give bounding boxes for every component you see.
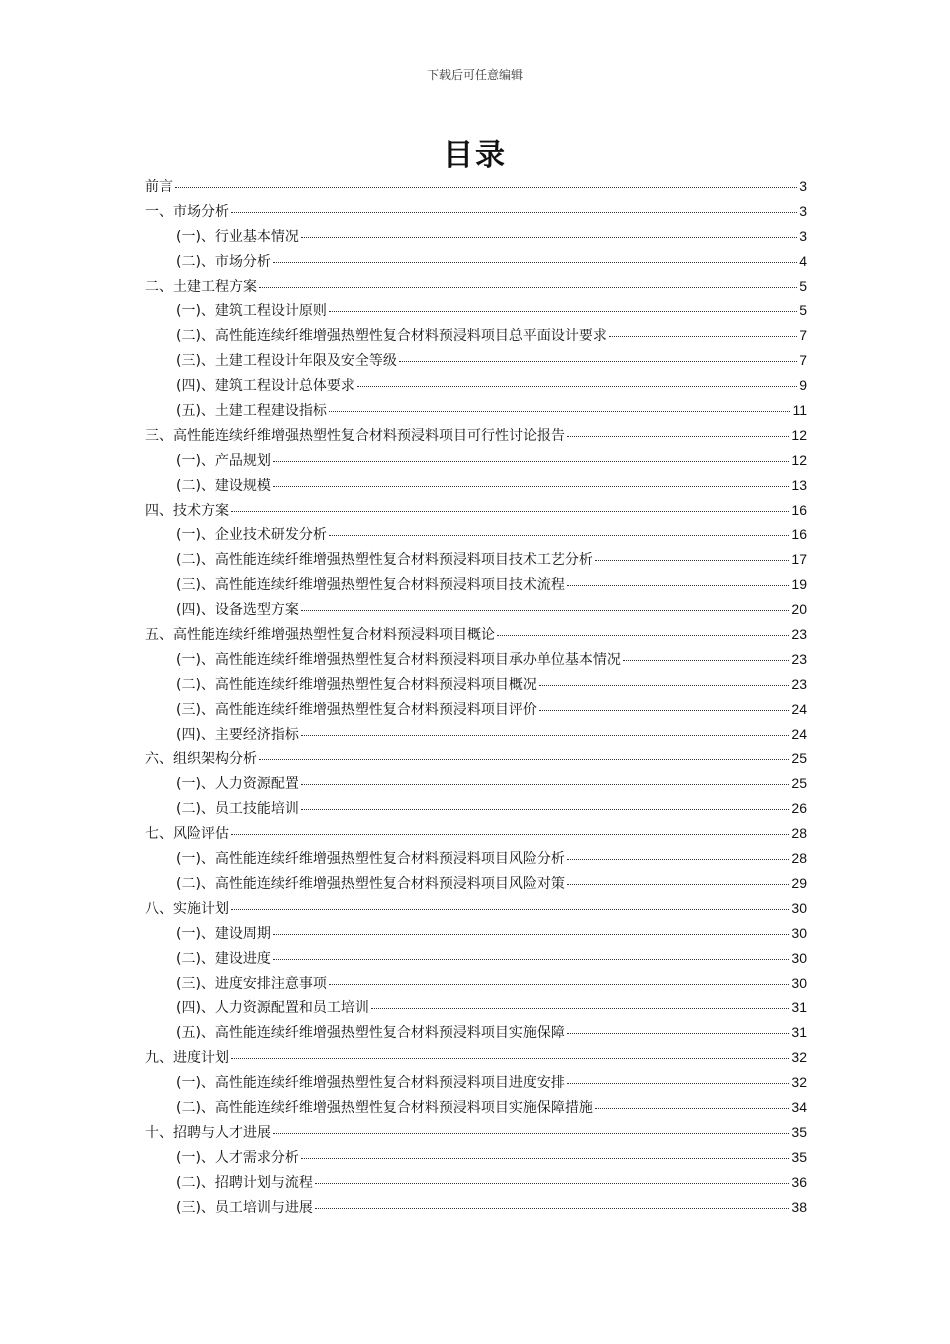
toc-entry-label: 二、土建工程方案	[145, 278, 257, 295]
toc-entry-label: (三)、高性能连续纤维增强热塑性复合材料预浸料项目技术流程	[176, 577, 565, 594]
toc-entry-page-number: 30	[791, 974, 807, 991]
toc-entry[interactable]	[145, 574, 807, 599]
toc-entry-label: (一)、高性能连续纤维增强热塑性复合材料预浸料项目承办单位基本情况	[176, 651, 621, 668]
toc-dot-leader	[567, 859, 789, 860]
toc-entry-label: (二)、建设规模	[176, 477, 271, 494]
toc-entry-label: (三)、员工培训与进展	[176, 1199, 313, 1216]
toc-entry[interactable]	[145, 500, 807, 525]
toc-entry[interactable]	[145, 1147, 807, 1172]
toc-entry-label: (一)、人才需求分析	[176, 1149, 299, 1166]
toc-entry[interactable]	[145, 524, 807, 549]
toc-dot-leader	[231, 212, 797, 213]
toc-entry-label: 一、市场分析	[145, 203, 229, 220]
toc-dot-leader	[301, 809, 789, 810]
toc-entry-label: (五)、土建工程建设指标	[176, 403, 327, 420]
toc-entry-label: 七、风险评估	[145, 826, 229, 843]
toc-dot-leader	[273, 262, 797, 263]
toc-entry[interactable]	[145, 1047, 807, 1072]
toc-entry[interactable]	[145, 1172, 807, 1197]
toc-entry-label: (一)、行业基本情况	[176, 228, 299, 245]
toc-entry-label: (二)、高性能连续纤维增强热塑性复合材料预浸料项目总平面设计要求	[176, 328, 607, 345]
toc-entry[interactable]	[145, 948, 807, 973]
toc-entry-label: (二)、高性能连续纤维增强热塑性复合材料预浸料项目风险对策	[176, 875, 565, 892]
toc-entry-label: 五、高性能连续纤维增强热塑性复合材料预浸料项目概论	[145, 627, 495, 644]
toc-entry-page-number: 23	[791, 650, 807, 667]
toc-entry-label: 九、进度计划	[145, 1050, 229, 1067]
toc-entry-page-number: 25	[791, 775, 807, 792]
toc-entry-page-number: 32	[791, 1049, 807, 1066]
toc-entry[interactable]	[145, 400, 807, 425]
toc-dot-leader	[609, 336, 797, 337]
toc-dot-leader	[273, 486, 789, 487]
toc-entry-label: (一)、高性能连续纤维增强热塑性复合材料预浸料项目风险分析	[176, 851, 565, 868]
toc-dot-leader	[567, 1033, 789, 1034]
toc-entry-label: (三)、进度安排注意事项	[176, 975, 327, 992]
toc-entry-page-number: 38	[791, 1198, 807, 1215]
toc-entry[interactable]	[145, 1197, 807, 1222]
toc-dot-leader	[301, 1158, 789, 1159]
toc-dot-leader	[329, 984, 789, 985]
toc-entry-page-number: 35	[791, 1123, 807, 1140]
toc-entry-label: (一)、企业技术研发分析	[176, 527, 327, 544]
toc-entry-label: (四)、主要经济指标	[176, 726, 299, 743]
toc-dot-leader	[273, 959, 789, 960]
toc-dot-leader	[357, 386, 797, 387]
toc-entry-page-number: 28	[791, 850, 807, 867]
toc-dot-leader	[567, 1083, 789, 1084]
toc-dot-leader	[231, 909, 789, 910]
toc-entry[interactable]	[145, 300, 807, 325]
toc-entry-page-number: 3	[799, 227, 807, 244]
toc-dot-leader	[315, 1183, 789, 1184]
toc-entry-page-number: 32	[791, 1074, 807, 1091]
toc-entry[interactable]	[145, 450, 807, 475]
page-header: 下载后可任意编辑	[426, 68, 523, 82]
toc-dot-leader	[539, 710, 789, 711]
toc-dot-leader	[273, 934, 789, 935]
toc-entry[interactable]	[145, 276, 807, 301]
toc-dot-leader	[231, 1058, 789, 1059]
toc-entry-page-number: 30	[791, 949, 807, 966]
toc-entry-page-number: 35	[791, 1148, 807, 1165]
toc-entry-page-number: 4	[799, 252, 807, 269]
toc-entry[interactable]	[145, 973, 807, 998]
toc-entry-page-number: 17	[791, 551, 807, 568]
toc-dot-leader	[259, 759, 789, 760]
table-of-contents	[145, 176, 807, 1221]
toc-entry-label: 前言	[145, 179, 173, 195]
page-title: 目录	[443, 138, 507, 173]
toc-entry-page-number: 20	[791, 601, 807, 618]
toc-entry[interactable]	[145, 599, 807, 624]
toc-entry-page-number: 28	[791, 825, 807, 842]
toc-entry[interactable]	[145, 176, 807, 201]
toc-entry-page-number: 16	[791, 526, 807, 543]
toc-dot-leader	[175, 187, 797, 188]
toc-entry-page-number: 25	[791, 750, 807, 767]
toc-entry-label: (三)、土建工程设计年限及安全等级	[176, 353, 397, 370]
toc-entry-label: (四)、人力资源配置和员工培训	[176, 1000, 369, 1017]
toc-dot-leader	[567, 585, 789, 586]
toc-entry-label: (一)、高性能连续纤维增强热塑性复合材料预浸料项目进度安排	[176, 1075, 565, 1092]
toc-entry[interactable]	[145, 724, 807, 749]
toc-entry-page-number: 13	[791, 476, 807, 493]
toc-entry-page-number: 3	[799, 202, 807, 219]
toc-dot-leader	[329, 311, 797, 312]
toc-entry[interactable]	[145, 425, 807, 450]
toc-entry-label: (二)、高性能连续纤维增强热塑性复合材料预浸料项目实施保障措施	[176, 1099, 593, 1116]
toc-entry-label: 三、高性能连续纤维增强热塑性复合材料预浸料项目可行性讨论报告	[145, 427, 565, 444]
toc-dot-leader	[231, 511, 789, 512]
toc-entry-page-number: 11	[792, 402, 807, 419]
toc-entry[interactable]	[145, 898, 807, 923]
toc-dot-leader	[539, 685, 789, 686]
toc-entry-page-number: 5	[799, 302, 807, 319]
toc-dot-leader	[301, 237, 797, 238]
toc-entry-label: (一)、产品规划	[176, 452, 271, 469]
toc-entry-page-number: 24	[791, 700, 807, 717]
toc-entry-label: (二)、员工技能培训	[176, 801, 299, 818]
toc-entry-label: (二)、市场分析	[176, 253, 271, 270]
toc-entry-page-number: 19	[791, 576, 807, 593]
toc-dot-leader	[497, 635, 789, 636]
toc-dot-leader	[301, 735, 789, 736]
toc-entry-page-number: 12	[791, 426, 807, 443]
toc-entry-page-number: 3	[799, 178, 807, 194]
toc-entry[interactable]	[145, 201, 807, 226]
toc-entry[interactable]	[145, 798, 807, 823]
toc-entry-page-number: 30	[791, 924, 807, 941]
toc-dot-leader	[329, 535, 789, 536]
toc-entry[interactable]	[145, 848, 807, 873]
toc-entry-label: (二)、高性能连续纤维增强热塑性复合材料预浸料项目概况	[176, 676, 537, 693]
toc-entry-page-number: 31	[791, 1024, 807, 1041]
toc-entry-label: 四、技术方案	[145, 502, 229, 519]
toc-entry-page-number: 16	[791, 501, 807, 518]
toc-entry[interactable]	[145, 624, 807, 649]
toc-dot-leader	[399, 361, 797, 362]
toc-entry-label: 八、实施计划	[145, 900, 229, 917]
toc-entry-page-number: 24	[791, 725, 807, 742]
toc-entry-page-number: 34	[791, 1098, 807, 1115]
toc-entry[interactable]	[145, 1022, 807, 1047]
toc-entry-label: (二)、高性能连续纤维增强热塑性复合材料预浸料项目技术工艺分析	[176, 552, 593, 569]
toc-entry[interactable]	[145, 549, 807, 574]
toc-entry-label: (五)、高性能连续纤维增强热塑性复合材料预浸料项目实施保障	[176, 1025, 565, 1042]
toc-dot-leader	[315, 1208, 789, 1209]
toc-entry-page-number: 26	[791, 800, 807, 817]
toc-entry[interactable]	[145, 1097, 807, 1122]
toc-dot-leader	[371, 1008, 789, 1009]
toc-dot-leader	[595, 560, 789, 561]
toc-entry-label: (二)、招聘计划与流程	[176, 1174, 313, 1191]
toc-entry[interactable]	[145, 823, 807, 848]
toc-dot-leader	[329, 411, 791, 412]
toc-entry[interactable]	[145, 773, 807, 798]
toc-entry[interactable]	[145, 649, 807, 674]
toc-dot-leader	[231, 834, 789, 835]
toc-entry-label: (一)、建设周期	[176, 925, 271, 942]
toc-dot-leader	[301, 784, 789, 785]
toc-entry-label: (二)、建设进度	[176, 950, 271, 967]
toc-entry-page-number: 31	[791, 999, 807, 1016]
toc-entry[interactable]	[145, 251, 807, 276]
toc-dot-leader	[567, 436, 789, 437]
toc-entry[interactable]	[145, 226, 807, 251]
toc-entry-label: 六、组织架构分析	[145, 751, 257, 768]
toc-entry[interactable]	[145, 997, 807, 1022]
toc-entry-label: (三)、高性能连续纤维增强热塑性复合材料预浸料项目评价	[176, 701, 537, 718]
toc-entry[interactable]	[145, 748, 807, 773]
toc-entry[interactable]	[145, 1072, 807, 1097]
toc-entry-page-number: 36	[791, 1173, 807, 1190]
toc-entry-label: 十、招聘与人才进展	[145, 1124, 271, 1141]
toc-entry[interactable]	[145, 1122, 807, 1147]
toc-entry[interactable]	[145, 674, 807, 699]
toc-dot-leader	[301, 610, 789, 611]
toc-dot-leader	[273, 461, 789, 462]
toc-entry[interactable]	[145, 873, 807, 898]
toc-dot-leader	[259, 287, 797, 288]
toc-entry[interactable]	[145, 475, 807, 500]
toc-dot-leader	[595, 1108, 789, 1109]
toc-entry-page-number: 12	[791, 451, 807, 468]
toc-entry-page-number: 23	[791, 626, 807, 643]
toc-entry-label: (一)、人力资源配置	[176, 776, 299, 793]
toc-entry[interactable]	[145, 699, 807, 724]
toc-entry-page-number: 7	[799, 327, 807, 344]
toc-entry-page-number: 5	[799, 277, 807, 294]
toc-entry-page-number: 29	[791, 874, 807, 891]
toc-entry-label: (四)、建筑工程设计总体要求	[176, 378, 355, 395]
toc-entry-page-number: 7	[799, 352, 807, 369]
toc-entry[interactable]	[145, 375, 807, 400]
toc-entry-page-number: 9	[799, 377, 807, 394]
toc-entry[interactable]	[145, 350, 807, 375]
toc-dot-leader	[273, 1133, 789, 1134]
toc-entry-label: (四)、设备选型方案	[176, 602, 299, 619]
toc-entry[interactable]	[145, 923, 807, 948]
toc-entry[interactable]	[145, 325, 807, 350]
toc-entry-page-number: 30	[791, 899, 807, 916]
toc-dot-leader	[623, 660, 789, 661]
toc-dot-leader	[567, 884, 789, 885]
toc-entry-page-number: 23	[791, 675, 807, 692]
toc-entry-label: (一)、建筑工程设计原则	[176, 303, 327, 320]
